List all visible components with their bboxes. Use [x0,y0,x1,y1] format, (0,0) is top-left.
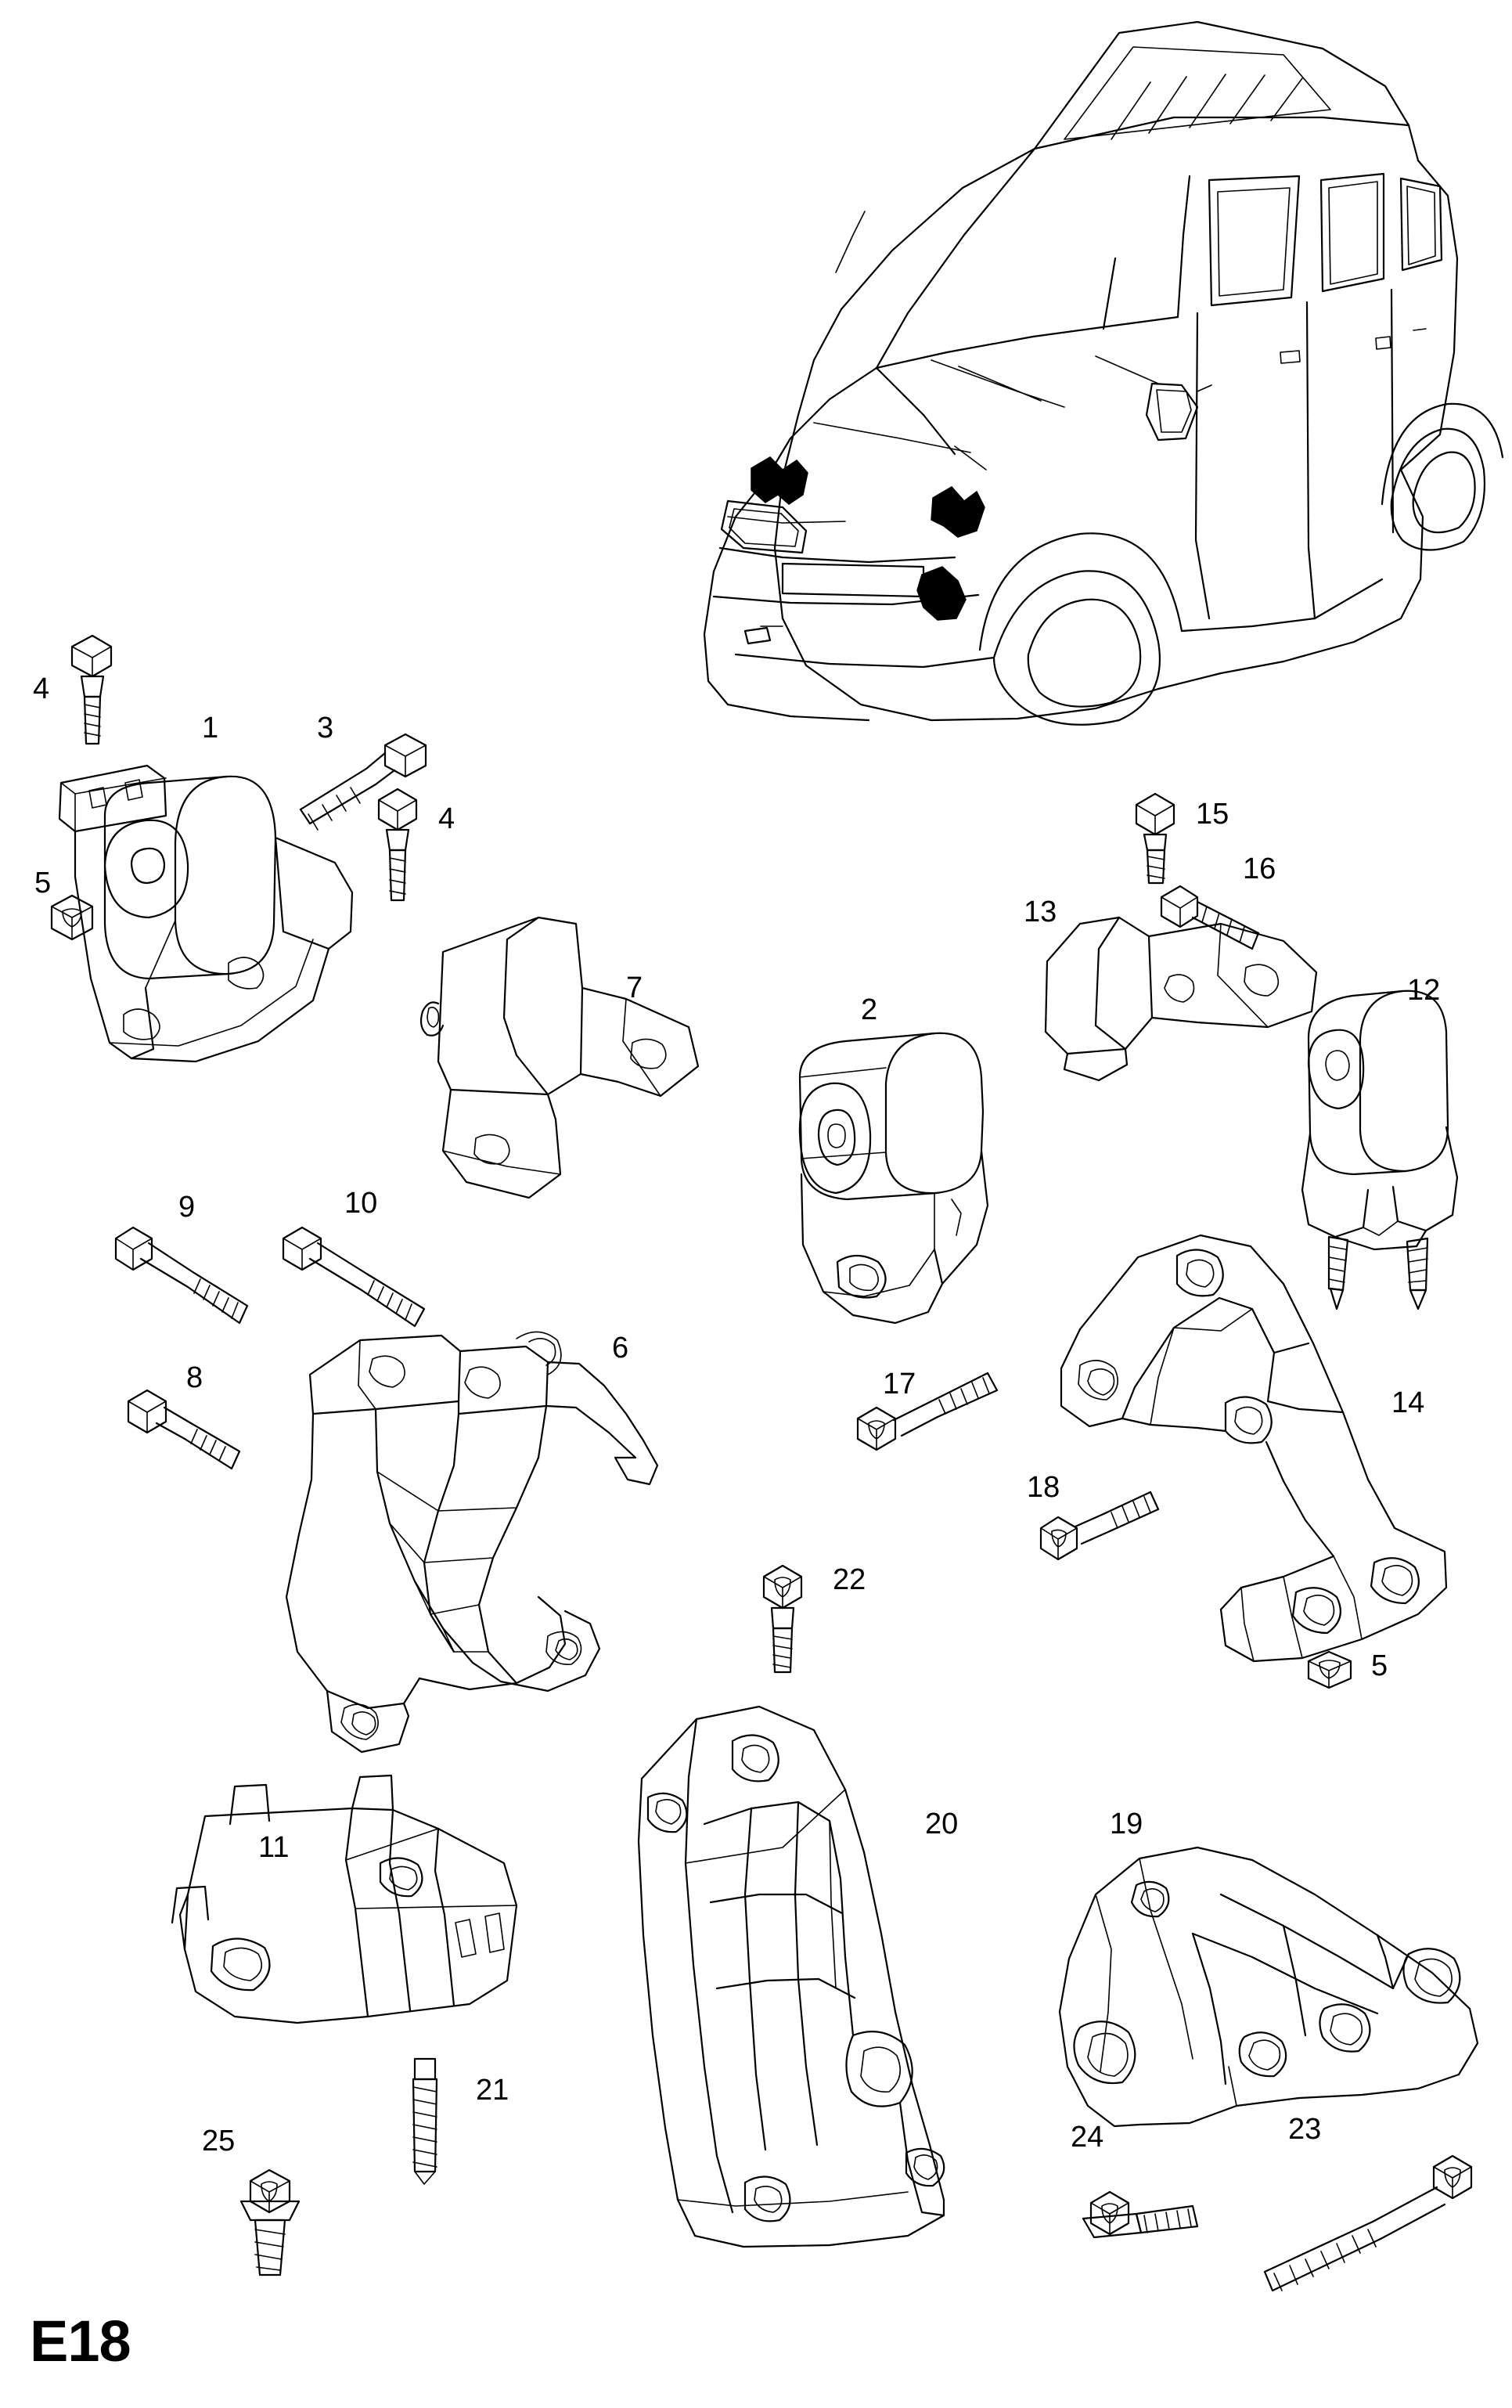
callout-label-2: 2 [861,993,878,1026]
part-24-bolt-flange [1083,2192,1197,2237]
part-5-nut [52,896,92,939]
callout-label-1: 1 [202,712,219,744]
callout-label-19: 19 [1110,1808,1143,1840]
callout-label-4b: 4 [438,802,455,835]
callout-label-21: 21 [476,2074,509,2107]
part-12-engine-mounting-right [1302,991,1457,1309]
callout-label-14: 14 [1391,1386,1425,1419]
part-15-bolt [1136,794,1174,883]
callout-label-22: 22 [833,1563,866,1596]
callout-label-11: 11 [258,1831,290,1864]
vehicle-illustration [704,22,1503,725]
callout-label-16: 16 [1243,853,1276,885]
callout-label-9: 9 [178,1191,196,1224]
part-1-engine-mounting-left [59,766,352,1062]
part-22-bolt [764,1566,801,1672]
callout-label-6: 6 [612,1332,629,1364]
callout-label-4: 4 [33,672,50,705]
part-13-bracket-small [1046,917,1316,1080]
callout-label-10: 10 [344,1187,378,1220]
callout-label-3: 3 [317,712,334,744]
callout-label-25: 25 [202,2125,236,2157]
part-23-bolt-long [1265,2156,1471,2291]
part-6-bracket-engine-left [286,1332,657,1752]
callout-label-7: 7 [626,971,643,1004]
part-20-bracket-gearbox [639,1707,944,2247]
callout-label-17: 17 [883,1368,916,1400]
part-21-stud-bolt [413,2059,437,2184]
part-17-bolt-long [858,1373,997,1450]
part-10-bolt-long [283,1227,424,1326]
callout-label-8: 8 [186,1361,203,1394]
callout-label-24: 24 [1071,2121,1104,2154]
callout-label-20: 20 [925,1808,959,1840]
part-16-bolt-stud [1161,886,1258,949]
diagram-code: E18 [30,2309,131,2374]
callout-label-23: 23 [1288,2113,1322,2146]
callout-label-18: 18 [1027,1471,1060,1504]
part-3-bolt [301,734,426,830]
part-19-bracket-rear-support [1060,1847,1478,2126]
part-14-bracket-engine-right [1061,1235,1446,1661]
part-4b-bolt [379,789,416,900]
callout-label-13: 13 [1024,896,1057,928]
part-25-bolt-flange [241,2170,299,2275]
callout-label-15: 15 [1196,798,1229,831]
part-11-bracket-plate [172,1775,517,2023]
callout-label-12: 12 [1407,974,1441,1007]
callout-label-5: 5 [34,867,52,899]
part-7-bracket-heat-shield [421,917,698,1198]
part-8-bolt [128,1390,239,1469]
callout-label-5b: 5 [1371,1649,1388,1682]
part-4-bolt-top [72,636,111,744]
part-9-bolt-long [116,1227,247,1323]
part-2-engine-mounting-rear [800,1033,988,1323]
part-5b-nut [1309,1652,1351,1688]
